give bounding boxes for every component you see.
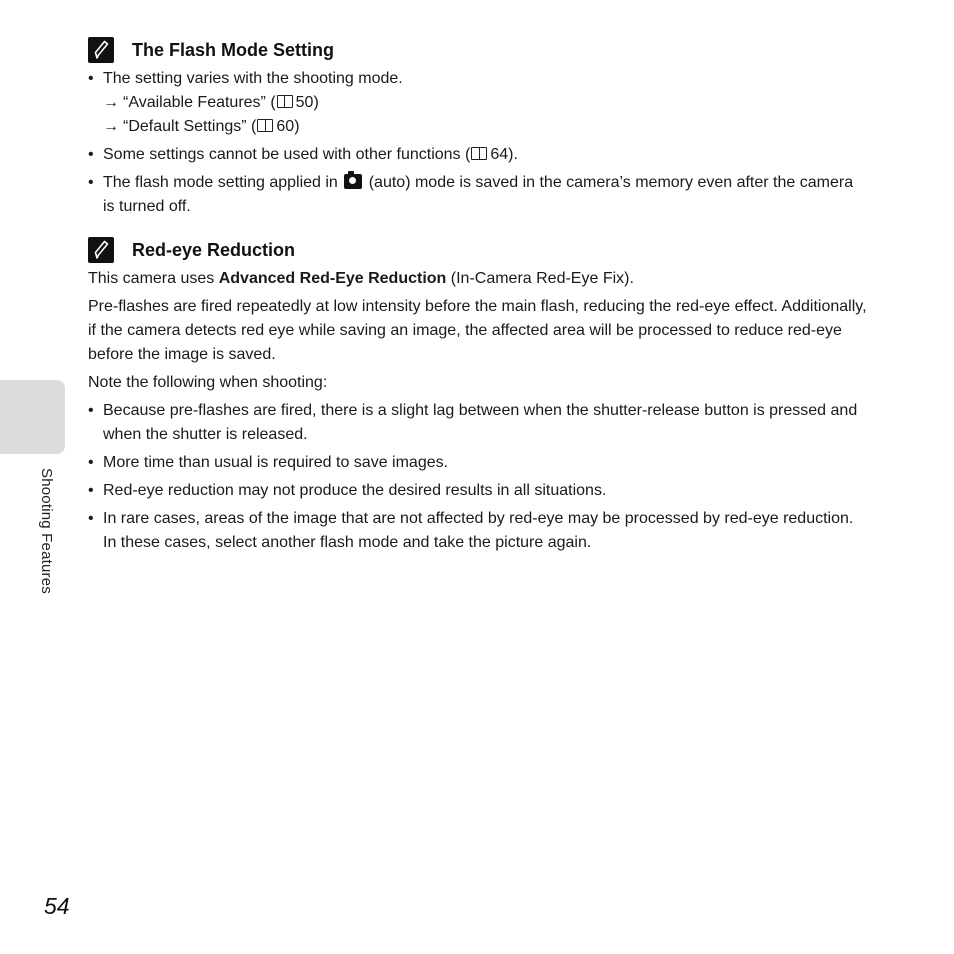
red-eye-note [88,235,868,559]
pencil-note-icon [88,37,114,63]
flash-mode-title: The Flash Mode Setting [132,39,335,60]
book-reference-icon [257,119,273,132]
list-item: • In rare cases, areas of the image that are not affected by red-eye may be processed by red-eye reduction. In these cases, select another flash mode and take the picture again. [88,507,868,555]
ref2-text: “Default Settings” ( [123,118,257,135]
flash-mode-list [88,67,868,219]
list-item: • More time than usual is required to save images. [88,451,868,475]
flash-mode-note [88,35,868,223]
arrow-right-icon: → [103,94,119,111]
list-item [88,171,868,219]
book-reference-icon [277,95,293,108]
flash-item3-text-end: (auto) mode is saved in the camera’s memory even after the camera is turned off. [103,174,854,215]
list-item: • Red-eye reduction may not produce the desired results in all situations. [88,479,868,503]
ref1-page: 50) [295,94,319,111]
intro-text-end: (In-Camera Red-Eye Fix). [446,270,634,287]
chapter-tab [0,380,65,454]
arrow-right-icon: → [103,118,119,135]
intro-text: This camera uses [88,270,219,287]
red-eye-title: Red-eye Reduction [132,239,296,260]
red-eye-note-header [88,235,868,265]
reference-link[interactable] [103,91,868,115]
red-eye-intro [88,267,868,291]
ref2-page: 60) [276,118,300,135]
flash-item1-text: The setting varies with the shooting mode. [103,70,403,87]
list-item: • Because pre-flashes are fired, there is a slight lag between when the shutter-release button is pressed and when the shutter is released. [88,399,868,447]
flash-item3-text: The flash mode setting applied in [103,174,338,191]
red-eye-note-intro: Note the following when shooting: [88,374,328,391]
flash-mode-note-header [88,35,868,65]
ref1-text: “Available Features” ( [123,94,276,111]
flash-item2-text: Some settings cannot be used with other functions ( [103,146,471,163]
pencil-note-icon [88,237,114,263]
red-eye-list [88,399,868,555]
chapter-label: Shooting Features [38,468,55,594]
list-item [88,67,868,139]
camera-auto-mode-icon [344,174,362,189]
book-reference-icon [471,147,487,160]
feature-name: Advanced Red-Eye Reduction [218,270,447,287]
page-number: 54 [44,893,70,919]
list-item [88,143,868,167]
reference-link[interactable] [103,115,868,139]
red-eye-description: Pre-flashes are fired repeatedly at low intensity before the main flash, reducing the red-eye effect. Additionally, if the camera detects red eye while saving an image, the affected area will be processed to reduce red-eye before the image is saved. [88,298,867,363]
flash-item2-page[interactable]: 64). [490,146,518,163]
